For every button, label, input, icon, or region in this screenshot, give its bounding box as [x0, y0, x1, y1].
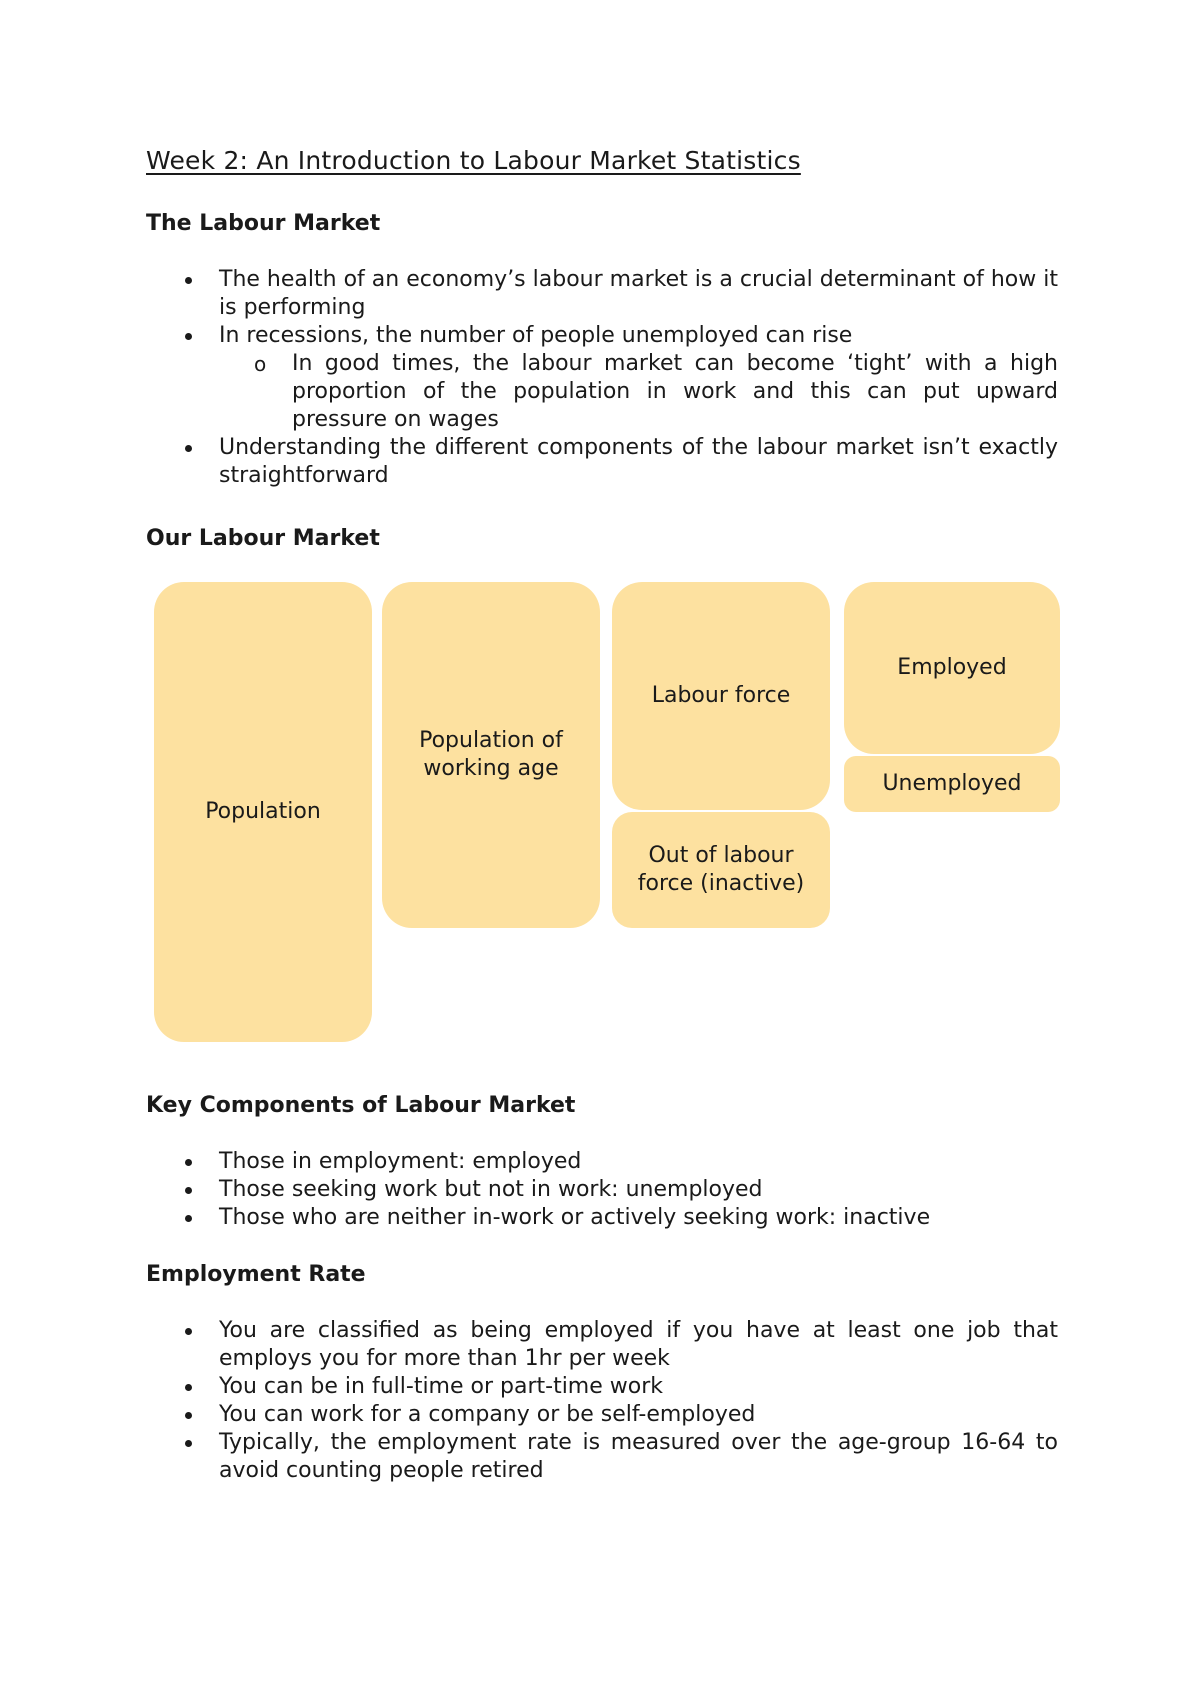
page-title: Week 2: An Introduction to Labour Market Statistics — [146, 146, 801, 175]
box-label: Population — [205, 799, 321, 824]
list-item: Those who are neither in-work or actively seeking work: inactive — [146, 1204, 1058, 1232]
list-item: Those seeking work but not in work: unemployed — [146, 1176, 1058, 1204]
list-item: You are classified as being employed if you have at least one job that employs you for more than 1hr per week — [146, 1317, 1058, 1373]
list-item: Those in employment: employed — [146, 1148, 1058, 1176]
section-heading-employment-rate: Employment Rate — [146, 1262, 366, 1287]
list-item — [146, 322, 1058, 434]
list-item: You can be in full-time or part-time work — [146, 1373, 1058, 1401]
box-label: Population of working age — [419, 728, 563, 781]
box-inactive — [612, 812, 830, 928]
box-employed — [844, 582, 1060, 754]
employment-rate-list — [146, 1317, 1058, 1485]
box-unemployed — [844, 756, 1060, 812]
sub-list-item: o In good times, the labour market can become ‘tight’ with a high proportion of the population in work and this can put upward pressure on wages — [219, 350, 1058, 434]
list-item: Understanding the different components of the labour market isn’t exactly straightforward — [146, 434, 1058, 490]
labour-market-list — [146, 266, 1058, 490]
box-label: Unemployed — [882, 771, 1022, 796]
box-labour-force — [612, 582, 830, 810]
list-item: You can work for a company or be self-employed — [146, 1401, 1058, 1429]
section-heading-key-components: Key Components of Labour Market — [146, 1093, 576, 1118]
sub-list — [219, 350, 1058, 434]
key-components-list — [146, 1148, 1058, 1232]
list-item-text: In recessions, the number of people unemployed can rise — [219, 323, 853, 348]
list-item: Typically, the employment rate is measured over the age-group 16-64 to avoid counting people retired — [146, 1429, 1058, 1485]
section-heading-our-labour-market: Our Labour Market — [146, 526, 380, 551]
box-population — [154, 582, 372, 1042]
box-label: Employed — [897, 655, 1007, 680]
box-label: Out of labour force (inactive) — [637, 843, 805, 896]
section-heading-labour-market: The Labour Market — [146, 211, 381, 236]
box-label: Labour force — [651, 683, 791, 708]
box-working-age — [382, 582, 600, 928]
list-item: The health of an economy’s labour market is a crucial determinant of how it is performing — [146, 266, 1058, 322]
